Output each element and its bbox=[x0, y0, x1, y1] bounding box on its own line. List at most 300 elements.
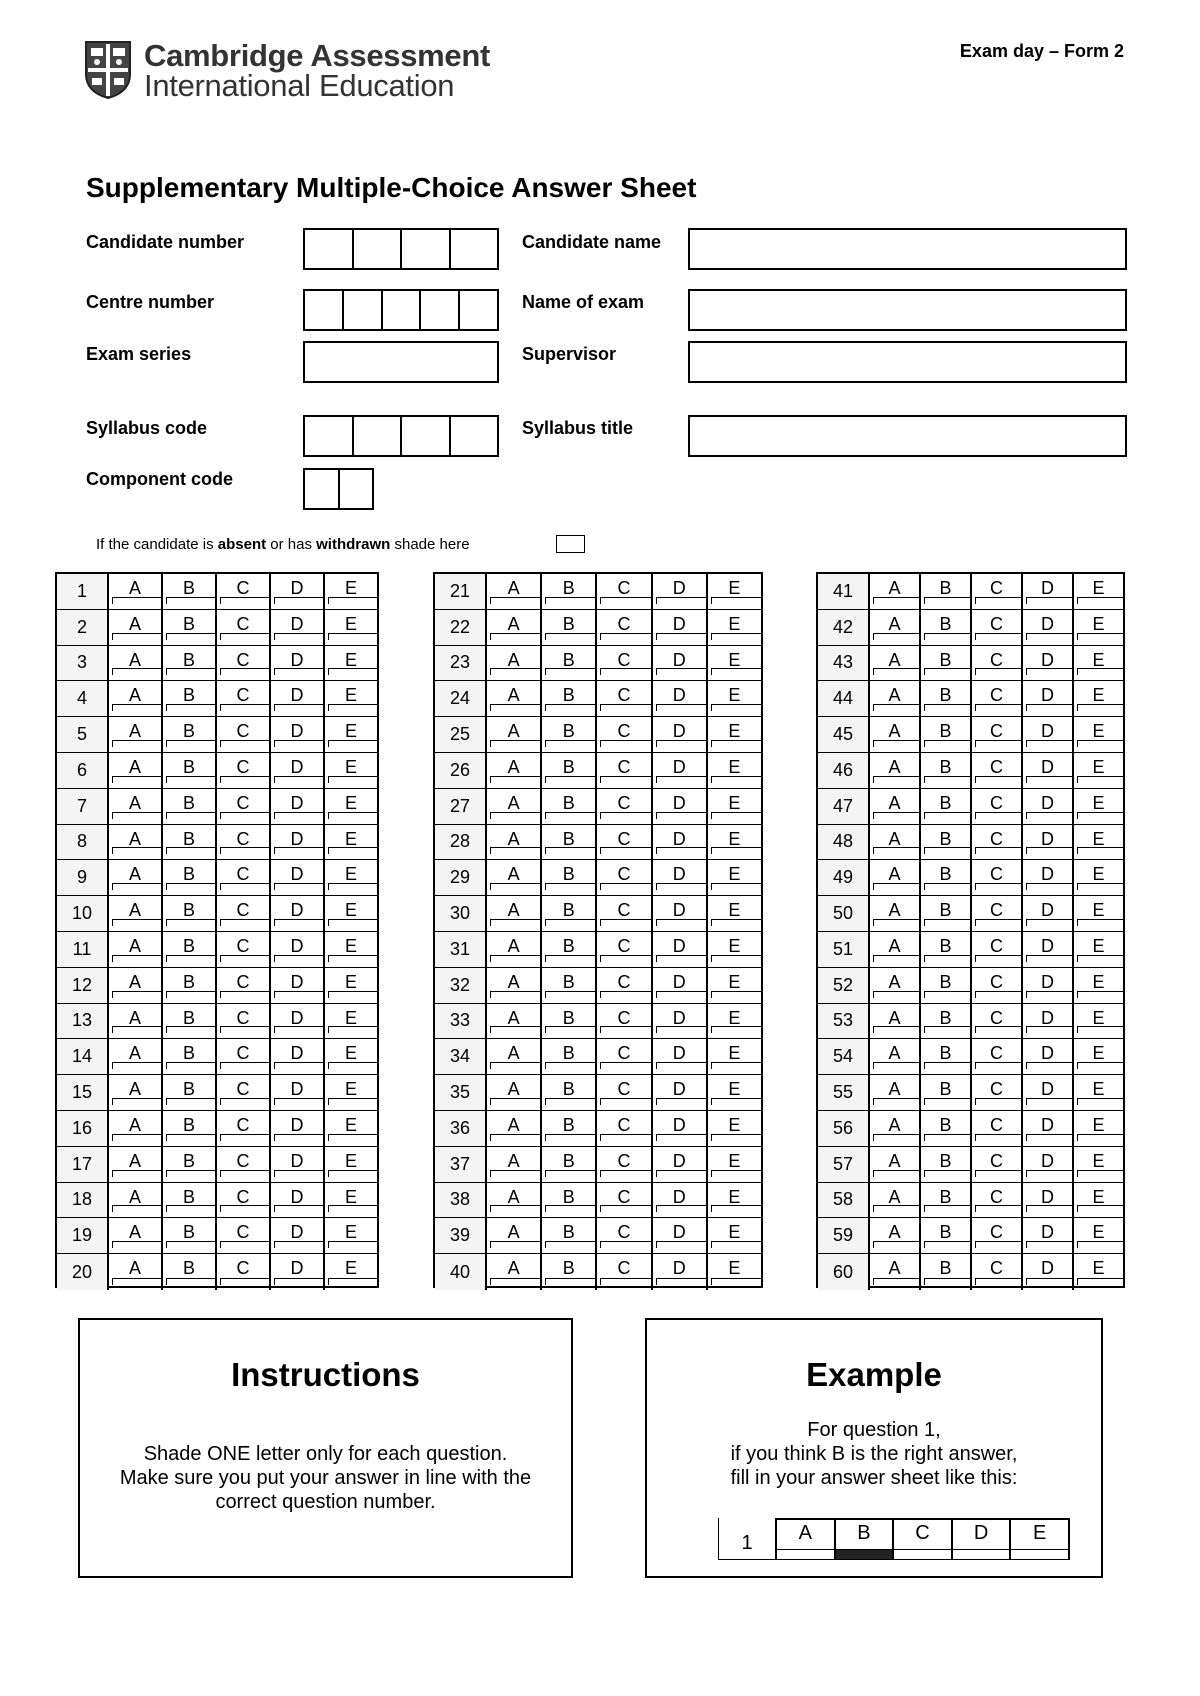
answer-option-a[interactable]: A bbox=[109, 681, 163, 716]
answer-option-a[interactable]: A bbox=[487, 610, 542, 645]
answer-option-b[interactable]: B bbox=[163, 896, 217, 931]
answer-option-a[interactable]: A bbox=[109, 610, 163, 645]
answer-option-a[interactable]: A bbox=[870, 1147, 921, 1182]
answer-option-a[interactable]: A bbox=[487, 1075, 542, 1110]
answer-option-a[interactable]: A bbox=[870, 753, 921, 788]
digit-cell[interactable] bbox=[305, 291, 344, 329]
answer-option-d[interactable]: D bbox=[653, 681, 708, 716]
answer-option-d[interactable]: D bbox=[271, 1039, 325, 1074]
answer-option-e[interactable]: E bbox=[1074, 717, 1123, 752]
answer-option-a[interactable]: A bbox=[109, 1004, 163, 1039]
answer-option-d[interactable]: D bbox=[653, 753, 708, 788]
answer-option-e[interactable]: E bbox=[708, 896, 761, 931]
answer-option-e[interactable]: E bbox=[325, 717, 377, 752]
answer-option-a[interactable]: A bbox=[870, 968, 921, 1003]
answer-option-b[interactable]: B bbox=[542, 1183, 597, 1218]
answer-option-a[interactable]: A bbox=[870, 1254, 921, 1290]
answer-option-e[interactable]: E bbox=[1074, 1004, 1123, 1039]
digit-cell[interactable] bbox=[305, 470, 340, 508]
answer-option-d[interactable]: D bbox=[1023, 717, 1074, 752]
answer-option-c[interactable]: C bbox=[217, 825, 271, 860]
answer-option-c[interactable]: C bbox=[217, 1183, 271, 1218]
answer-option-a[interactable]: A bbox=[870, 932, 921, 967]
answer-option-a[interactable]: A bbox=[487, 681, 542, 716]
answer-option-c[interactable]: C bbox=[597, 610, 652, 645]
answer-option-c[interactable]: C bbox=[597, 860, 652, 895]
answer-option-a[interactable]: A bbox=[109, 1147, 163, 1182]
answer-option-a[interactable]: A bbox=[870, 1039, 921, 1074]
answer-option-a[interactable]: A bbox=[487, 1218, 542, 1253]
answer-option-e[interactable]: E bbox=[325, 1218, 377, 1253]
answer-option-b[interactable]: B bbox=[921, 574, 972, 609]
answer-option-a[interactable]: A bbox=[487, 1183, 542, 1218]
answer-option-d[interactable]: D bbox=[271, 968, 325, 1003]
answer-option-a[interactable]: A bbox=[870, 896, 921, 931]
answer-option-a[interactable]: A bbox=[487, 1039, 542, 1074]
answer-option-e[interactable]: E bbox=[1074, 1075, 1123, 1110]
answer-option-b[interactable]: B bbox=[921, 610, 972, 645]
answer-option-c[interactable]: C bbox=[597, 1039, 652, 1074]
answer-option-e[interactable]: E bbox=[1074, 1183, 1123, 1218]
answer-option-d[interactable]: D bbox=[271, 753, 325, 788]
answer-option-c[interactable]: C bbox=[972, 1111, 1023, 1146]
answer-option-a[interactable]: A bbox=[109, 1254, 163, 1290]
answer-option-e[interactable]: E bbox=[325, 860, 377, 895]
answer-option-c[interactable]: C bbox=[972, 1075, 1023, 1110]
answer-option-d[interactable]: D bbox=[1023, 825, 1074, 860]
answer-option-e[interactable]: E bbox=[1074, 860, 1123, 895]
answer-option-e[interactable]: E bbox=[1074, 825, 1123, 860]
answer-option-d[interactable]: D bbox=[1023, 1183, 1074, 1218]
digit-cell[interactable] bbox=[383, 291, 422, 329]
answer-option-c[interactable]: C bbox=[597, 789, 652, 824]
answer-option-d[interactable]: D bbox=[271, 574, 325, 609]
answer-option-c[interactable]: C bbox=[597, 1218, 652, 1253]
answer-option-b[interactable]: B bbox=[542, 1218, 597, 1253]
answer-option-a[interactable]: A bbox=[487, 825, 542, 860]
answer-option-d[interactable]: D bbox=[653, 1147, 708, 1182]
answer-option-d[interactable]: D bbox=[653, 574, 708, 609]
answer-option-b[interactable]: B bbox=[542, 932, 597, 967]
answer-option-b[interactable]: B bbox=[921, 1075, 972, 1110]
answer-option-b[interactable]: B bbox=[542, 1004, 597, 1039]
answer-option-a[interactable]: A bbox=[870, 825, 921, 860]
answer-option-c[interactable]: C bbox=[217, 860, 271, 895]
answer-option-b[interactable]: B bbox=[921, 1254, 972, 1290]
answer-option-d[interactable]: D bbox=[653, 1254, 708, 1290]
answer-option-a[interactable]: A bbox=[109, 753, 163, 788]
answer-option-b[interactable]: B bbox=[163, 1075, 217, 1110]
answer-option-d[interactable]: D bbox=[653, 896, 708, 931]
answer-option-b[interactable]: B bbox=[163, 753, 217, 788]
answer-option-b[interactable]: B bbox=[163, 860, 217, 895]
answer-option-d[interactable]: D bbox=[1023, 932, 1074, 967]
answer-option-e[interactable]: E bbox=[708, 860, 761, 895]
answer-option-b[interactable]: B bbox=[921, 1039, 972, 1074]
answer-option-a[interactable]: A bbox=[109, 646, 163, 681]
answer-option-c[interactable]: C bbox=[597, 1004, 652, 1039]
answer-option-c[interactable]: C bbox=[217, 1004, 271, 1039]
answer-option-d[interactable]: D bbox=[271, 1218, 325, 1253]
answer-option-c[interactable]: C bbox=[217, 1075, 271, 1110]
answer-option-b[interactable]: B bbox=[921, 1218, 972, 1253]
answer-option-a[interactable]: A bbox=[870, 1218, 921, 1253]
answer-option-e[interactable]: E bbox=[1074, 932, 1123, 967]
answer-option-b[interactable]: B bbox=[921, 681, 972, 716]
answer-option-c[interactable]: C bbox=[972, 610, 1023, 645]
answer-option-a[interactable]: A bbox=[870, 717, 921, 752]
answer-option-d[interactable]: D bbox=[271, 1183, 325, 1218]
answer-option-d[interactable]: D bbox=[1023, 789, 1074, 824]
answer-option-c[interactable]: C bbox=[972, 574, 1023, 609]
answer-option-e[interactable]: E bbox=[708, 610, 761, 645]
answer-option-d[interactable]: D bbox=[271, 789, 325, 824]
answer-option-b[interactable]: B bbox=[542, 610, 597, 645]
answer-option-a[interactable]: A bbox=[109, 1075, 163, 1110]
answer-option-b[interactable]: B bbox=[163, 1147, 217, 1182]
answer-option-d[interactable]: D bbox=[653, 860, 708, 895]
answer-option-c[interactable]: C bbox=[972, 860, 1023, 895]
answer-option-c[interactable]: C bbox=[217, 1218, 271, 1253]
answer-option-b[interactable]: B bbox=[542, 968, 597, 1003]
answer-option-b[interactable]: B bbox=[542, 1039, 597, 1074]
answer-option-a[interactable]: A bbox=[109, 860, 163, 895]
answer-option-e[interactable]: E bbox=[1074, 896, 1123, 931]
answer-option-a[interactable]: A bbox=[109, 574, 163, 609]
answer-option-b[interactable]: B bbox=[163, 1039, 217, 1074]
answer-option-b[interactable]: B bbox=[921, 968, 972, 1003]
answer-option-e[interactable]: E bbox=[708, 1147, 761, 1182]
answer-option-d[interactable]: D bbox=[1023, 574, 1074, 609]
answer-option-e[interactable]: E bbox=[1074, 574, 1123, 609]
answer-option-b[interactable]: B bbox=[542, 681, 597, 716]
answer-option-c[interactable]: C bbox=[217, 789, 271, 824]
answer-option-a[interactable]: A bbox=[870, 789, 921, 824]
answer-option-e[interactable]: E bbox=[708, 1039, 761, 1074]
answer-option-b[interactable]: B bbox=[921, 717, 972, 752]
answer-option-c[interactable]: C bbox=[217, 1039, 271, 1074]
answer-option-e[interactable]: E bbox=[325, 1004, 377, 1039]
answer-option-e[interactable]: E bbox=[708, 1075, 761, 1110]
answer-option-a[interactable]: A bbox=[109, 1111, 163, 1146]
answer-option-c[interactable]: C bbox=[972, 968, 1023, 1003]
answer-option-e[interactable]: E bbox=[1074, 1218, 1123, 1253]
answer-option-a[interactable]: A bbox=[109, 896, 163, 931]
digit-cell[interactable] bbox=[421, 291, 460, 329]
answer-option-e[interactable]: E bbox=[708, 646, 761, 681]
answer-option-c[interactable]: C bbox=[597, 753, 652, 788]
answer-option-c[interactable]: C bbox=[597, 968, 652, 1003]
answer-option-d[interactable]: D bbox=[271, 1004, 325, 1039]
answer-option-c[interactable]: C bbox=[972, 789, 1023, 824]
answer-option-c[interactable]: C bbox=[217, 896, 271, 931]
answer-option-c[interactable]: C bbox=[972, 646, 1023, 681]
answer-option-c[interactable]: C bbox=[972, 1218, 1023, 1253]
answer-option-c[interactable]: C bbox=[597, 932, 652, 967]
answer-option-c[interactable]: C bbox=[972, 681, 1023, 716]
digit-cell[interactable] bbox=[451, 417, 498, 455]
answer-option-c[interactable]: C bbox=[217, 968, 271, 1003]
answer-option-a[interactable]: A bbox=[870, 1075, 921, 1110]
syllabus-title-input[interactable] bbox=[688, 415, 1127, 457]
answer-option-c[interactable]: C bbox=[972, 717, 1023, 752]
answer-option-b[interactable]: B bbox=[921, 825, 972, 860]
answer-option-e[interactable]: E bbox=[708, 932, 761, 967]
answer-option-e[interactable]: E bbox=[1074, 1147, 1123, 1182]
answer-option-e[interactable]: E bbox=[708, 1111, 761, 1146]
answer-option-a[interactable]: A bbox=[487, 753, 542, 788]
answer-option-d[interactable]: D bbox=[653, 932, 708, 967]
answer-option-e[interactable]: E bbox=[325, 896, 377, 931]
digit-cell[interactable] bbox=[460, 291, 497, 329]
exam-series-input[interactable] bbox=[303, 341, 499, 383]
answer-option-c[interactable]: C bbox=[972, 1039, 1023, 1074]
answer-option-c[interactable]: C bbox=[972, 1147, 1023, 1182]
answer-option-b[interactable]: B bbox=[542, 896, 597, 931]
answer-option-c[interactable]: C bbox=[217, 932, 271, 967]
answer-option-c[interactable]: C bbox=[597, 1147, 652, 1182]
answer-option-b[interactable]: B bbox=[921, 1111, 972, 1146]
answer-option-a[interactable]: A bbox=[870, 1004, 921, 1039]
answer-option-d[interactable]: D bbox=[1023, 646, 1074, 681]
answer-option-b[interactable]: B bbox=[542, 1254, 597, 1290]
answer-option-a[interactable]: A bbox=[870, 1183, 921, 1218]
answer-option-d[interactable]: D bbox=[1023, 1254, 1074, 1290]
answer-option-b[interactable]: B bbox=[542, 717, 597, 752]
answer-option-e[interactable]: E bbox=[1074, 1039, 1123, 1074]
answer-option-d[interactable]: D bbox=[271, 1147, 325, 1182]
answer-option-e[interactable]: E bbox=[1074, 1111, 1123, 1146]
answer-option-b[interactable]: B bbox=[542, 1075, 597, 1110]
answer-option-e[interactable]: E bbox=[708, 825, 761, 860]
answer-option-e[interactable]: E bbox=[325, 932, 377, 967]
answer-option-d[interactable]: D bbox=[1023, 968, 1074, 1003]
answer-option-a[interactable]: A bbox=[487, 789, 542, 824]
answer-option-b[interactable]: B bbox=[163, 1218, 217, 1253]
answer-option-d[interactable]: D bbox=[1023, 1218, 1074, 1253]
answer-option-b[interactable]: B bbox=[921, 860, 972, 895]
answer-option-e[interactable]: E bbox=[325, 1147, 377, 1182]
absent-shade-box[interactable] bbox=[556, 535, 585, 553]
answer-option-a[interactable]: A bbox=[109, 968, 163, 1003]
answer-option-b[interactable]: B bbox=[163, 825, 217, 860]
answer-option-b[interactable]: B bbox=[921, 789, 972, 824]
answer-option-d[interactable]: D bbox=[1023, 1111, 1074, 1146]
answer-option-e[interactable]: E bbox=[325, 1111, 377, 1146]
answer-option-b[interactable]: B bbox=[163, 646, 217, 681]
answer-option-d[interactable]: D bbox=[653, 1111, 708, 1146]
answer-option-b[interactable]: B bbox=[163, 789, 217, 824]
answer-option-e[interactable]: E bbox=[1074, 610, 1123, 645]
answer-option-a[interactable]: A bbox=[109, 932, 163, 967]
answer-option-c[interactable]: C bbox=[597, 1111, 652, 1146]
answer-option-e[interactable]: E bbox=[325, 1183, 377, 1218]
answer-option-d[interactable]: D bbox=[271, 1111, 325, 1146]
answer-option-e[interactable]: E bbox=[708, 968, 761, 1003]
answer-option-c[interactable]: C bbox=[217, 1147, 271, 1182]
answer-option-c[interactable]: C bbox=[972, 825, 1023, 860]
answer-option-b[interactable]: B bbox=[921, 1147, 972, 1182]
name-of-exam-input[interactable] bbox=[688, 289, 1127, 331]
answer-option-c[interactable]: C bbox=[217, 753, 271, 788]
answer-option-c[interactable]: C bbox=[217, 681, 271, 716]
answer-option-c[interactable]: C bbox=[217, 717, 271, 752]
answer-option-e[interactable]: E bbox=[1074, 1254, 1123, 1290]
answer-option-a[interactable]: A bbox=[870, 681, 921, 716]
answer-option-b[interactable]: B bbox=[921, 1004, 972, 1039]
centre-number-input[interactable] bbox=[303, 289, 499, 331]
answer-option-b[interactable]: B bbox=[921, 1183, 972, 1218]
answer-option-a[interactable]: A bbox=[109, 1218, 163, 1253]
answer-option-a[interactable]: A bbox=[870, 574, 921, 609]
answer-option-e[interactable]: E bbox=[708, 789, 761, 824]
answer-option-a[interactable]: A bbox=[870, 1111, 921, 1146]
answer-option-c[interactable]: C bbox=[972, 1183, 1023, 1218]
answer-option-b[interactable]: B bbox=[921, 932, 972, 967]
answer-option-e[interactable]: E bbox=[325, 1075, 377, 1110]
answer-option-e[interactable]: E bbox=[708, 1183, 761, 1218]
answer-option-e[interactable]: E bbox=[708, 1004, 761, 1039]
answer-option-c[interactable]: C bbox=[597, 825, 652, 860]
answer-option-a[interactable]: A bbox=[109, 1183, 163, 1218]
answer-option-c[interactable]: C bbox=[972, 753, 1023, 788]
answer-option-b[interactable]: B bbox=[542, 825, 597, 860]
answer-option-b[interactable]: B bbox=[163, 1004, 217, 1039]
digit-cell[interactable] bbox=[344, 291, 383, 329]
answer-option-e[interactable]: E bbox=[325, 1039, 377, 1074]
answer-option-e[interactable]: E bbox=[325, 681, 377, 716]
answer-option-d[interactable]: D bbox=[1023, 610, 1074, 645]
answer-option-e[interactable]: E bbox=[708, 1218, 761, 1253]
answer-option-d[interactable]: D bbox=[1023, 1004, 1074, 1039]
answer-option-a[interactable]: A bbox=[870, 610, 921, 645]
answer-option-a[interactable]: A bbox=[487, 968, 542, 1003]
answer-option-d[interactable]: D bbox=[653, 1218, 708, 1253]
answer-option-d[interactable]: D bbox=[271, 681, 325, 716]
answer-option-e[interactable]: E bbox=[325, 825, 377, 860]
answer-option-b[interactable]: B bbox=[163, 932, 217, 967]
answer-option-d[interactable]: D bbox=[653, 646, 708, 681]
answer-option-d[interactable]: D bbox=[271, 896, 325, 931]
answer-option-c[interactable]: C bbox=[217, 1111, 271, 1146]
answer-option-c[interactable]: C bbox=[597, 681, 652, 716]
candidate-name-input[interactable] bbox=[688, 228, 1127, 270]
answer-option-c[interactable]: C bbox=[597, 1183, 652, 1218]
answer-option-e[interactable]: E bbox=[325, 753, 377, 788]
answer-option-d[interactable]: D bbox=[271, 1075, 325, 1110]
digit-cell[interactable] bbox=[340, 470, 373, 508]
digit-cell[interactable] bbox=[402, 417, 451, 455]
answer-option-c[interactable]: C bbox=[217, 610, 271, 645]
answer-option-d[interactable]: D bbox=[653, 1039, 708, 1074]
answer-option-a[interactable]: A bbox=[487, 717, 542, 752]
answer-option-d[interactable]: D bbox=[1023, 1147, 1074, 1182]
answer-option-e[interactable]: E bbox=[325, 646, 377, 681]
answer-option-b[interactable]: B bbox=[921, 753, 972, 788]
answer-option-a[interactable]: A bbox=[487, 932, 542, 967]
answer-option-d[interactable]: D bbox=[653, 1004, 708, 1039]
answer-option-b[interactable]: B bbox=[921, 646, 972, 681]
digit-cell[interactable] bbox=[451, 230, 498, 268]
answer-option-b[interactable]: B bbox=[163, 1254, 217, 1290]
answer-option-c[interactable]: C bbox=[217, 646, 271, 681]
answer-option-d[interactable]: D bbox=[653, 1183, 708, 1218]
digit-cell[interactable] bbox=[305, 417, 354, 455]
answer-option-e[interactable]: E bbox=[1074, 681, 1123, 716]
answer-option-a[interactable]: A bbox=[487, 1147, 542, 1182]
answer-option-a[interactable]: A bbox=[109, 789, 163, 824]
answer-option-b[interactable]: B bbox=[542, 1111, 597, 1146]
answer-option-e[interactable]: E bbox=[325, 968, 377, 1003]
answer-option-c[interactable]: C bbox=[972, 932, 1023, 967]
answer-option-a[interactable]: A bbox=[487, 574, 542, 609]
digit-cell[interactable] bbox=[305, 230, 354, 268]
answer-option-a[interactable]: A bbox=[870, 646, 921, 681]
answer-option-d[interactable]: D bbox=[653, 968, 708, 1003]
answer-option-a[interactable]: A bbox=[487, 896, 542, 931]
answer-option-e[interactable]: E bbox=[325, 610, 377, 645]
answer-option-d[interactable]: D bbox=[1023, 1039, 1074, 1074]
answer-option-e[interactable]: E bbox=[708, 717, 761, 752]
answer-option-c[interactable]: C bbox=[217, 1254, 271, 1290]
answer-option-b[interactable]: B bbox=[163, 717, 217, 752]
answer-option-c[interactable]: C bbox=[597, 1254, 652, 1290]
answer-option-d[interactable]: D bbox=[653, 825, 708, 860]
answer-option-b[interactable]: B bbox=[542, 789, 597, 824]
answer-option-c[interactable]: C bbox=[972, 1004, 1023, 1039]
component-code-input[interactable] bbox=[303, 468, 374, 510]
answer-option-e[interactable]: E bbox=[708, 753, 761, 788]
answer-option-b[interactable]: B bbox=[542, 646, 597, 681]
answer-option-c[interactable]: C bbox=[597, 896, 652, 931]
answer-option-d[interactable]: D bbox=[271, 1254, 325, 1290]
answer-option-a[interactable]: A bbox=[109, 717, 163, 752]
answer-option-d[interactable]: D bbox=[271, 610, 325, 645]
answer-option-e[interactable]: E bbox=[1074, 789, 1123, 824]
answer-option-e[interactable]: E bbox=[325, 574, 377, 609]
answer-option-b[interactable]: B bbox=[163, 610, 217, 645]
answer-option-a[interactable]: A bbox=[487, 1111, 542, 1146]
candidate-number-input[interactable] bbox=[303, 228, 499, 270]
answer-option-d[interactable]: D bbox=[653, 717, 708, 752]
answer-option-c[interactable]: C bbox=[597, 1075, 652, 1110]
answer-option-e[interactable]: E bbox=[708, 1254, 761, 1290]
answer-option-e[interactable]: E bbox=[1074, 968, 1123, 1003]
answer-option-a[interactable]: A bbox=[487, 860, 542, 895]
answer-option-b[interactable]: B bbox=[542, 1147, 597, 1182]
answer-option-e[interactable]: E bbox=[325, 1254, 377, 1290]
answer-option-a[interactable]: A bbox=[109, 1039, 163, 1074]
digit-cell[interactable] bbox=[402, 230, 451, 268]
syllabus-code-input[interactable] bbox=[303, 415, 499, 457]
answer-option-b[interactable]: B bbox=[542, 574, 597, 609]
answer-option-d[interactable]: D bbox=[653, 1075, 708, 1110]
answer-option-c[interactable]: C bbox=[217, 574, 271, 609]
digit-cell[interactable] bbox=[354, 417, 403, 455]
answer-option-b[interactable]: B bbox=[163, 968, 217, 1003]
answer-option-d[interactable]: D bbox=[271, 646, 325, 681]
answer-option-b[interactable]: B bbox=[542, 753, 597, 788]
answer-option-e[interactable]: E bbox=[1074, 753, 1123, 788]
answer-option-d[interactable]: D bbox=[271, 717, 325, 752]
answer-option-c[interactable]: C bbox=[597, 574, 652, 609]
answer-option-d[interactable]: D bbox=[1023, 1075, 1074, 1110]
answer-option-d[interactable]: D bbox=[271, 860, 325, 895]
answer-option-b[interactable]: B bbox=[163, 681, 217, 716]
answer-option-b[interactable]: B bbox=[163, 1111, 217, 1146]
answer-option-c[interactable]: C bbox=[972, 1254, 1023, 1290]
answer-option-d[interactable]: D bbox=[653, 610, 708, 645]
